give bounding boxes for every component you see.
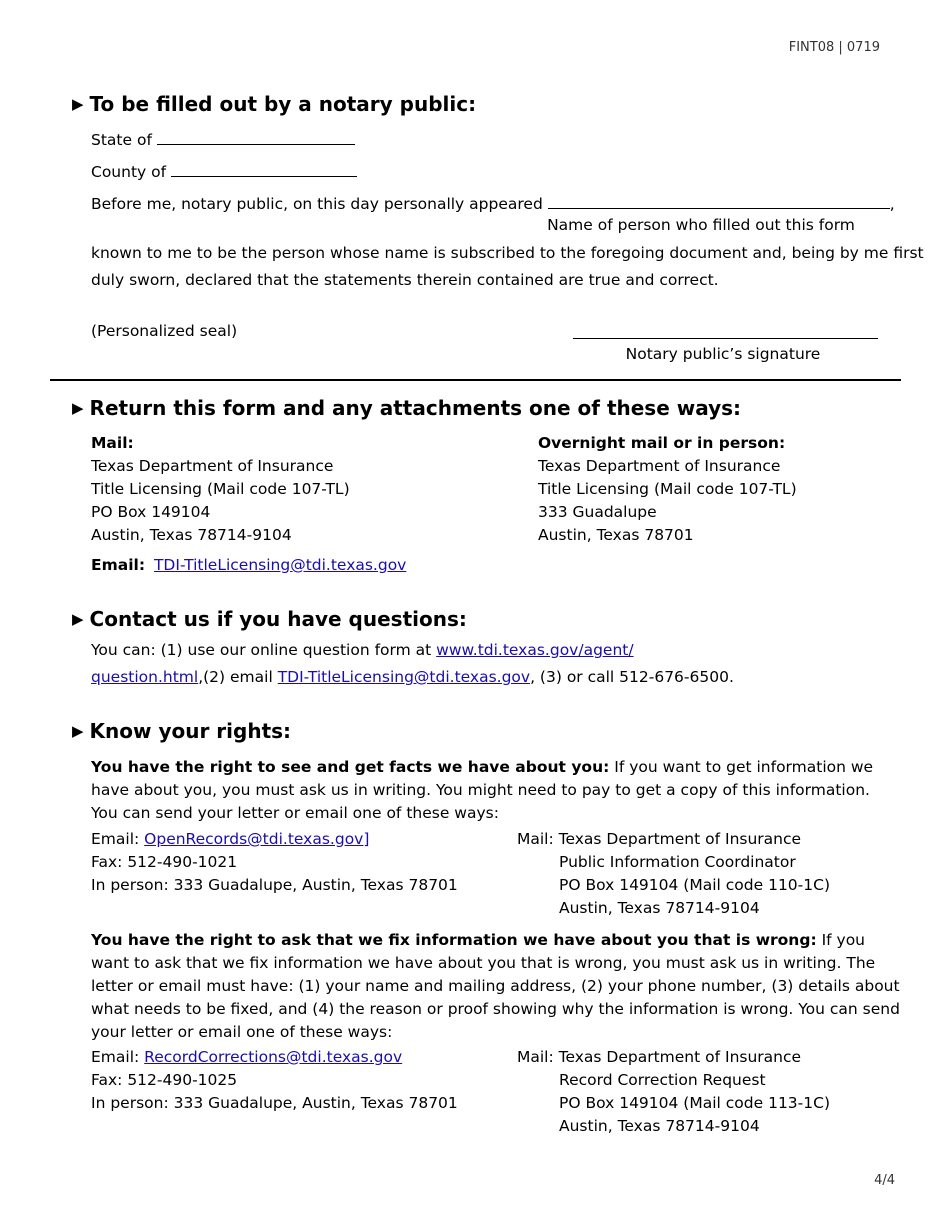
contact-line-2: question.html,(2) email TDI-TitleLicensing@tdi.texas.gov, (3) or call 512-676-6500. xyxy=(91,668,734,686)
right-to-see-paragraph: You have the right to see and get facts we have about you: If you want to get information we have about you, you must ask us in writing. You might need to pay to get a copy of this information. You can send your letter or email one of these ways: xyxy=(91,758,874,822)
seal-label: (Personalized seal) xyxy=(91,322,238,340)
mail-label: Mail: xyxy=(91,434,134,452)
overnight-label: Overnight mail or in person: xyxy=(538,434,786,452)
overnight-line: Title Licensing (Mail code 107-TL) xyxy=(538,480,797,498)
overnight-line: Texas Department of Insurance xyxy=(538,457,781,475)
question-form-link[interactable]: www.tdi.texas.gov/agent/ xyxy=(436,641,634,659)
county-line: County of xyxy=(91,162,357,181)
rights-heading: ▶ Know your rights: xyxy=(72,719,292,743)
signature-line[interactable] xyxy=(573,338,878,339)
appeared-name-blank[interactable] xyxy=(548,194,890,209)
appeared-line: Before me, notary public, on this day personally appeared , xyxy=(91,195,895,213)
fix-mail-line: Austin, Texas 78714-9104 xyxy=(559,1117,760,1135)
see-mail-line: Austin, Texas 78714-9104 xyxy=(559,899,760,917)
return-email-line: Email: TDI-TitleLicensing@tdi.texas.gov xyxy=(91,556,407,574)
triangle-bullet-icon: ▶ xyxy=(72,722,84,740)
contact-line-1: You can: (1) use our online question form at www.tdi.texas.gov/agent/ xyxy=(91,641,634,659)
open-records-email-link[interactable]: OpenRecords@tdi.texas.gov] xyxy=(144,830,370,848)
contact-heading: ▶ Contact us if you have questions: xyxy=(72,607,467,631)
sworn-line-1: known to me to be the person whose name is subscribed to the foregoing document and, being by me first xyxy=(91,244,924,262)
fix-mail-line: PO Box 149104 (Mail code 113-1C) xyxy=(559,1094,830,1112)
fix-in-person: In person: 333 Guadalupe, Austin, Texas 78701 xyxy=(91,1094,458,1112)
name-caption: Name of person who filled out this form xyxy=(547,216,855,234)
overnight-address-block xyxy=(538,432,797,547)
fix-contact-left: Email: RecordCorrections@tdi.texas.gov Fax: 512-490-1025 In person: 333 Guadalupe, Austin, Texas 78701 xyxy=(91,1046,458,1115)
triangle-bullet-icon: ▶ xyxy=(72,95,84,113)
form-code: FINT08 | 0719 xyxy=(788,40,880,55)
see-mail-label: Mail: Texas Department of Insurance xyxy=(517,830,802,848)
section-divider xyxy=(50,379,901,381)
mail-address-block xyxy=(91,432,350,547)
state-line: State of xyxy=(91,130,355,149)
mail-line: Austin, Texas 78714-9104 xyxy=(91,526,292,544)
return-heading: ▶ Return this form and any attachments one of these ways: xyxy=(72,396,742,420)
fix-mail-line: Record Correction Request xyxy=(559,1071,766,1089)
fix-fax: Fax: 512-490-1025 xyxy=(91,1071,238,1089)
record-corrections-email-link[interactable]: RecordCorrections@tdi.texas.gov xyxy=(144,1048,403,1066)
signature-caption: Notary public’s signature xyxy=(625,345,821,363)
see-in-person: In person: 333 Guadalupe, Austin, Texas 78701 xyxy=(91,876,458,894)
see-contact-left: Email: OpenRecords@tdi.texas.gov] Fax: 512-490-1021 In person: 333 Guadalupe, Austin, Texas 78701 xyxy=(91,828,458,897)
question-form-link[interactable]: question.html xyxy=(91,668,199,686)
overnight-line: 333 Guadalupe xyxy=(538,503,657,521)
county-blank[interactable] xyxy=(171,162,357,177)
fix-mail-block xyxy=(517,1046,830,1138)
overnight-line: Austin, Texas 78701 xyxy=(538,526,694,544)
state-blank[interactable] xyxy=(157,130,355,145)
see-mail-block xyxy=(517,828,830,920)
notary-heading: ▶ To be filled out by a notary public: xyxy=(72,92,477,116)
contact-email-link[interactable]: TDI-TitleLicensing@tdi.texas.gov xyxy=(277,668,531,686)
fix-mail-label: Mail: Texas Department of Insurance xyxy=(517,1048,802,1066)
triangle-bullet-icon: ▶ xyxy=(72,610,84,628)
mail-line: Title Licensing (Mail code 107-TL) xyxy=(91,480,350,498)
right-to-fix-paragraph: You have the right to ask that we fix information we have about you that is wrong: If you want to ask that we fix information we have about you that is wrong, you must ask us in writing. The letter or email must have: (1) your name and mailing address, (2) your phone number, (3) details about what needs to be fixed, and (4) the reason or proof showing why the information is wrong. You can send your letter or email one of these ways: xyxy=(91,931,900,1041)
see-mail-line: Public Information Coordinator xyxy=(559,853,796,871)
sworn-line-2: duly sworn, declared that the statements therein contained are true and correct. xyxy=(91,271,719,289)
mail-line: Texas Department of Insurance xyxy=(91,457,334,475)
page-number: 4/4 xyxy=(874,1173,895,1188)
return-email-link[interactable]: TDI-TitleLicensing@tdi.texas.gov xyxy=(153,556,407,574)
see-fax: Fax: 512-490-1021 xyxy=(91,853,238,871)
see-mail-line: PO Box 149104 (Mail code 110-1C) xyxy=(559,876,830,894)
triangle-bullet-icon: ▶ xyxy=(72,399,84,417)
mail-line: PO Box 149104 xyxy=(91,503,211,521)
